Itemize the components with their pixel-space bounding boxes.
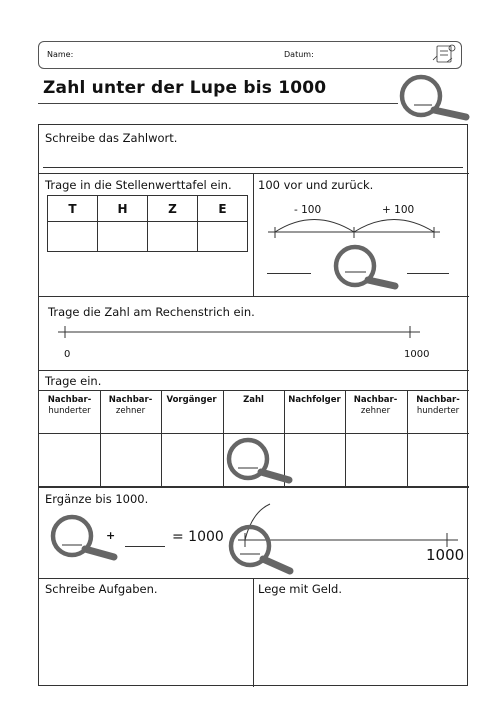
section-neighbors-label: Trage ein.	[45, 374, 102, 388]
magnifier-icon	[402, 77, 466, 117]
place-value-header-h: H	[97, 195, 148, 222]
place-value-header-e: E	[197, 195, 248, 222]
col-header-neighbor-hundred-left: Nachbar- hunderter	[47, 395, 92, 416]
section-number-line-label: Trage die Zahl am Rechenstrich ein.	[48, 305, 255, 319]
number-line-start: 0	[64, 349, 71, 360]
col-header-neighbor-hundred-right: Nachbar- hunderter	[416, 395, 460, 416]
section-money-label: Lege mit Geld.	[258, 582, 343, 596]
section-number-word-label: Schreibe das Zahlwort.	[45, 131, 178, 145]
col-header-neighbor-ten-left: Nachbar- zehner	[108, 395, 153, 416]
number-line-end: 1000	[404, 349, 430, 360]
col-header-number: Zahl	[243, 395, 264, 405]
hundred-jump-diagram	[268, 220, 440, 239]
page-title: Zahl unter der Lupe bis 1000	[43, 78, 327, 98]
place-value-header-t: T	[47, 195, 98, 222]
number-line[interactable]	[58, 326, 420, 338]
col-header-predecessor: Vorgänger	[166, 395, 217, 405]
plus-sign: +	[106, 529, 116, 542]
section-complement-label: Ergänze bis 1000.	[45, 492, 149, 506]
col-header-successor: Nachfolger	[288, 395, 341, 405]
name-label: Name:	[47, 50, 74, 59]
col-header-neighbor-ten-right: Nachbar- zehner	[353, 395, 398, 416]
minus-100-label: - 100	[294, 204, 322, 216]
magnifier-icon	[53, 517, 114, 557]
section-place-value-label: Trage in die Stellenwerttafel ein.	[45, 178, 232, 192]
date-label: Datum:	[284, 50, 314, 59]
complement-number-line	[238, 504, 458, 547]
magnifier-icon	[229, 440, 289, 480]
magnifier-icon	[231, 527, 290, 571]
complement-line-end: 1000	[426, 546, 465, 564]
section-write-tasks-label: Schreibe Aufgaben.	[45, 582, 158, 596]
magnifier-icon	[336, 247, 395, 286]
plus-100-label: + 100	[382, 204, 415, 216]
section-plus-minus-100-label: 100 vor und zurück.	[258, 178, 374, 192]
equals-1000: = 1000	[172, 529, 224, 545]
place-value-header-z: Z	[147, 195, 198, 222]
